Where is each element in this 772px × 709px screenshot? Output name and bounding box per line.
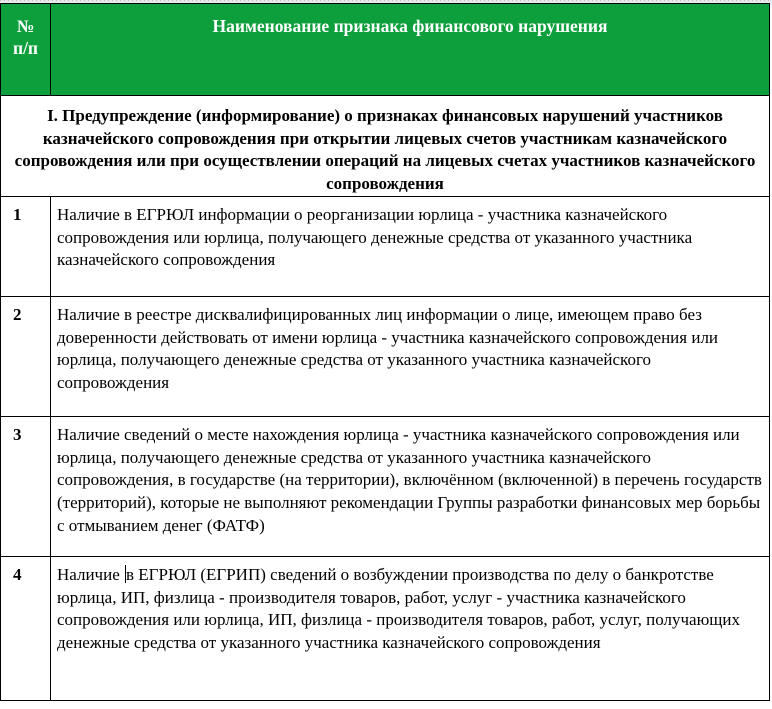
financial-violations-table <box>0 3 770 701</box>
number-header-line-1: № <box>16 16 35 36</box>
row-text[interactable] <box>51 556 770 700</box>
row-text-before-cursor: Наличие <box>57 564 124 584</box>
table-header <box>1 4 770 96</box>
row-text[interactable]: Наличие в ЕГРЮЛ информации о реорганизации юрлица - участника казначейского сопровождения или юрлица, получающего денежные средства от указанного участника казначейского сопровождения <box>51 196 770 296</box>
number-column-header <box>1 4 51 96</box>
table-row <box>1 416 770 556</box>
row-number: 1 <box>1 196 51 296</box>
section-row <box>1 96 770 197</box>
table-row <box>1 296 770 416</box>
number-header-line-2: п/п <box>12 38 39 58</box>
table-row <box>1 556 770 700</box>
row-number: 3 <box>1 416 51 556</box>
row-text[interactable]: Наличие в реестре дисквалифицированных лиц информации о лице, имеющем право без доверенности действовать от имени юрлица - участника казначейского сопровождения или юрлица, получающего денежные средства от указанного участника казначейского сопровождения <box>51 296 770 416</box>
table-row <box>1 196 770 296</box>
row-text-after-cursor: в ЕГРЮЛ (ЕГРИП) сведений о возбуждении производства по делу о банкротстве юрлица, ИП, физлица - производителя товаров, работ, услуг - участника казначейского сопровождения или юрлица, ИП, физлица - производителя товаров, работ, услуг, получающих денежные средства от указанного участника казначейского сопровождения <box>57 564 740 652</box>
row-number: 2 <box>1 296 51 416</box>
row-text[interactable]: Наличие сведений о месте нахождения юрлица - участника казначейского сопровождения или юрлица, получающего денежные средства от указанного участника казначейского сопровождения, в государстве (на территории), включённом (включенной) в перечень государств (территорий), которые не выполняют рекомендации Группы разработки финансовых мер борьбы с отмыванием денег (ФАТФ) <box>51 416 770 556</box>
row-number: 4 <box>1 556 51 700</box>
name-column-header: Наименование признака финансового нарушения <box>51 4 770 96</box>
section-title: I. Предупреждение (информирование) о признаках финансовых нарушений участников казначейского сопровождения при открытии лицевых счетов участникам казначейского сопровождения или при осуществлении операций на лицевых счетах участников казначейского сопровождения <box>1 96 770 197</box>
